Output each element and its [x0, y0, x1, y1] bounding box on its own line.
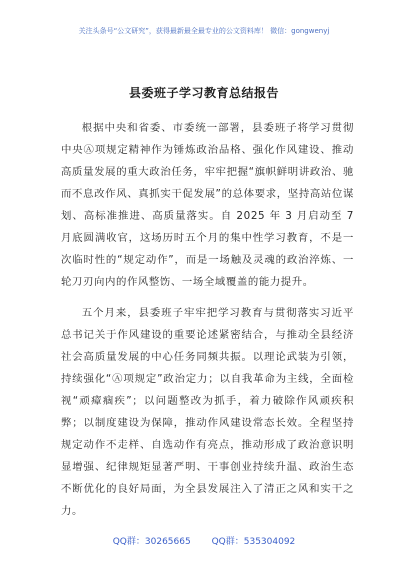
paragraph-2: 五个月来，县委班子牢牢把学习教育与贯彻落实习近平总书记关于作风建设的重要论述紧密结合，与推动全县经济社会高质量发展的中心任务同频共振。以理论武装为引领，持续强化“Ⓐ项规定”政治定力；以自我革命为主线，全面检视“顽瘴痼疾”；以问题整改为抓手，着力破除作风顽疾积弊；以制度建设为保障，推动作风建设常态长效。全程坚持规定动作不走样、自选动作有亮点，推动形成了政治意识明显增强、纪律规矩显著严明、干事创业持续升温、政治生态不断优化的良好局面，为全县发展注入了清正之风和实干之力。 — [61, 307, 354, 517]
document-body — [61, 117, 354, 531]
paragraph-1: 根据中央和省委、市委统一部署，县委班子将学习贯彻中央Ⓐ项规定精神作为锤炼政治品格、强化作风建设、推动高质量发展的重大政治任务，牢牢把握“旗帜鲜明讲政治、驰而不息改作风、真抓实干促发展”的总体要求，坚持高站位谋划、高标准推进、高质量落实。自 2025 年 3 月启动至 7 月底圆满收官，这场历时五个月的集中性学习教育，不是一次临时性的“规定动作”，而是一场触及灵魂的政治淬炼、一轮刀刃向内的作风整饬、一场全域覆盖的能力提升。 — [61, 122, 354, 288]
qq-group-1: QQ群：30265665 — [112, 537, 191, 547]
qq-group-2: QQ群：535304092 — [211, 537, 296, 547]
document-title: 县委班子学习教育总结报告 — [128, 86, 279, 100]
footer-contacts — [0, 534, 408, 547]
promo-banner: 关注头条号“公文研究”，获得最新最全最专业的公文资料库！ 微信：gongwenyj — [78, 27, 330, 35]
